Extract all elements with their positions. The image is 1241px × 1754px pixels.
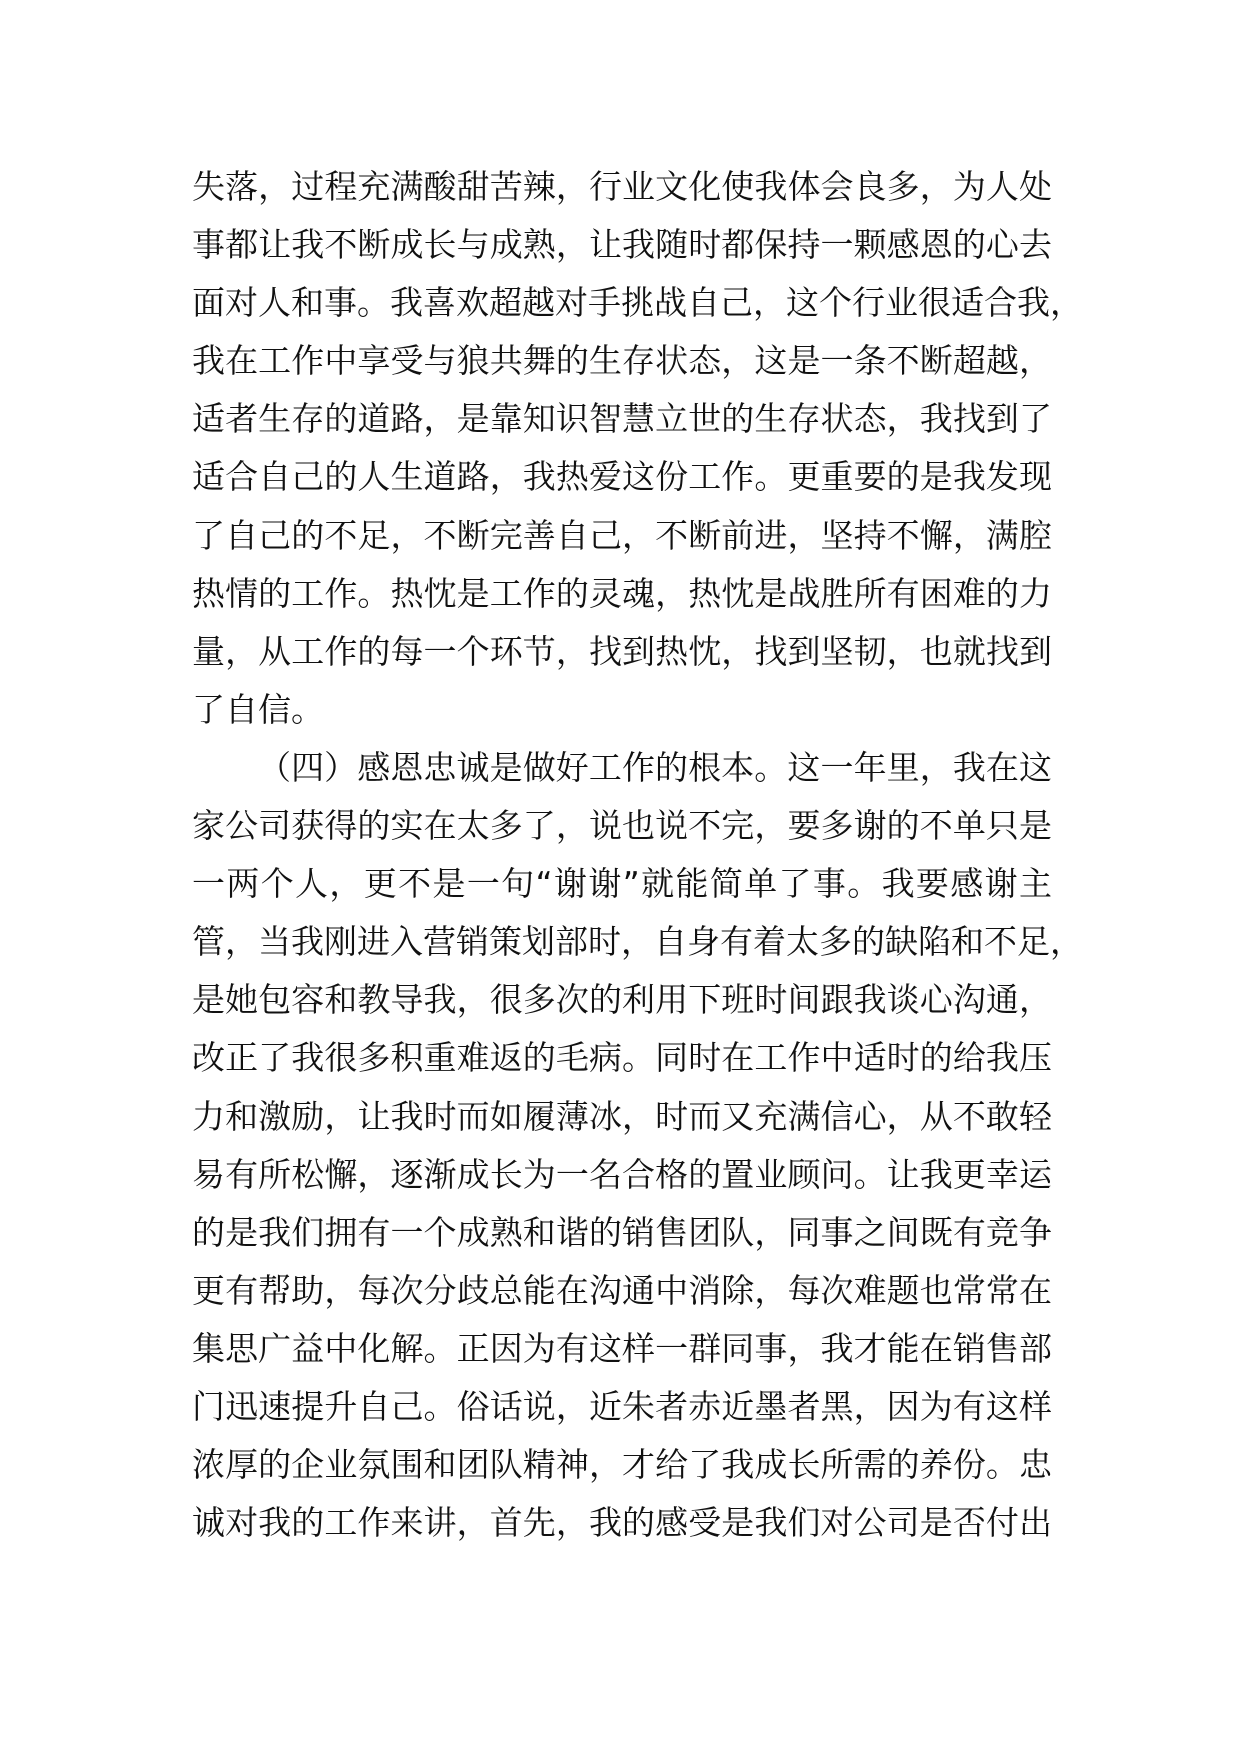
body-text xyxy=(192,158,1083,1552)
text-line: 量，从工作的每一个环节，找到热忱，找到坚韧，也就找到 xyxy=(192,631,1052,671)
text-line: 的是我们拥有一个成熟和谐的销售团队，同事之间既有竞争 xyxy=(192,1212,1052,1252)
text-line: 诚对我的工作来讲，首先，我的感受是我们对公司是否付出 xyxy=(192,1503,1052,1543)
text-line: 我在工作中享受与狼共舞的生存状态，这是一条不断超越， xyxy=(192,341,1052,381)
paragraph-end-line: 了自信。 xyxy=(192,689,324,729)
text-line: 更有帮助，每次分歧总能在沟通中消除，每次难题也常常在 xyxy=(192,1270,1052,1310)
section-heading-line: （四）感恩忠诚是做好工作的根本。这一年里，我在这 xyxy=(258,747,1052,787)
text-line: 家公司获得的实在太多了，说也说不完，要多谢的不单只是 xyxy=(192,806,1052,846)
text-line: 一两个人，更不是一句“谢谢”就能简单了事。我要感谢主 xyxy=(192,864,1052,904)
text-line: 适者生存的道路，是靠知识智慧立世的生存状态，我找到了 xyxy=(192,399,1052,439)
text-line: 热情的工作。热忱是工作的灵魂，热忱是战胜所有困难的力 xyxy=(192,573,1052,613)
text-line: 力和激励，让我时而如履薄冰，时而又充满信心，从不敢轻 xyxy=(192,1096,1052,1136)
text-line: 适合自己的人生道路，我热爱这份工作。更重要的是我发现 xyxy=(192,457,1052,497)
text-line: 集思广益中化解。正因为有这样一群同事，我才能在销售部 xyxy=(192,1328,1052,1368)
text-line: 面对人和事。我喜欢超越对手挑战自己，这个行业很适合我， xyxy=(192,283,1083,323)
text-line: 失落，过程充满酸甜苦辣，行业文化使我体会良多，为人处 xyxy=(192,167,1052,206)
text-line: 了自己的不足，不断完善自己，不断前进，坚持不懈，满腔 xyxy=(192,515,1052,555)
text-line: 易有所松懈，逐渐成长为一名合格的置业顾问。让我更幸运 xyxy=(192,1154,1052,1194)
text-line: 改正了我很多积重难返的毛病。同时在工作中适时的给我压 xyxy=(192,1038,1052,1078)
text-line: 是她包容和教导我，很多次的利用下班时间跟我谈心沟通， xyxy=(192,980,1052,1020)
text-line: 门迅速提升自己。俗话说，近朱者赤近墨者黑，因为有这样 xyxy=(192,1386,1052,1426)
text-line: 浓厚的企业氛围和团队精神，才给了我成长所需的养份。忠 xyxy=(192,1445,1052,1485)
text-line: 事都让我不断成长与成熟，让我随时都保持一颗感恩的心去 xyxy=(192,225,1052,265)
text-line: 管，当我刚进入营销策划部时，自身有着太多的缺陷和不足， xyxy=(192,922,1083,962)
